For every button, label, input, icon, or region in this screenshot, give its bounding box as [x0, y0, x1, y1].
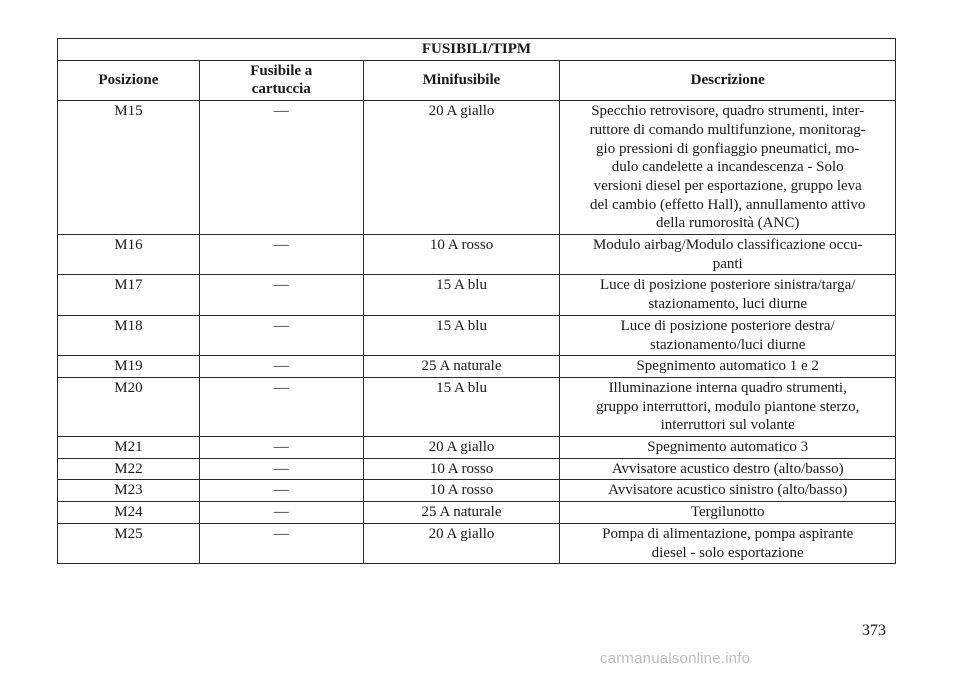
- fuse-table: [57, 38, 896, 564]
- page-number: 373: [862, 622, 886, 639]
- cell-fusibile-cartuccia: —: [199, 480, 363, 502]
- cell-minifusibile: 10 A rosso: [363, 235, 560, 275]
- cell-descrizione: Pompa di alimentazione, pompa aspirante diesel - solo esportazione: [560, 523, 896, 563]
- table-row: [58, 458, 896, 480]
- cell-minifusibile: 20 A giallo: [363, 437, 560, 459]
- watermark: carmanualsonline.info: [600, 650, 751, 667]
- table-row: [58, 377, 896, 436]
- cell-minifusibile: 10 A rosso: [363, 458, 560, 480]
- cell-descrizione: Spegnimento automatico 1 e 2: [560, 356, 896, 378]
- cell-fusibile-cartuccia: —: [199, 356, 363, 378]
- cell-minifusibile: 15 A blu: [363, 377, 560, 436]
- table-row: [58, 437, 896, 459]
- cell-descrizione: Specchio retrovisore, quadro strumenti, inter- ruttore di comando multifunzione, monitorag- gio pressioni di gonfiaggio pneumatici, mo- dulo candelette a incandescenza - Solo versioni diesel per esportazione, gruppo leva del cambio (effetto Hall), annullamento attivo della rumorosità (ANC): [560, 101, 896, 235]
- cell-minifusibile: 20 A giallo: [363, 523, 560, 563]
- table-row: [58, 315, 896, 355]
- cell-descrizione: Tergilunotto: [560, 502, 896, 524]
- cell-fusibile-cartuccia: —: [199, 275, 363, 315]
- table-body: [58, 101, 896, 564]
- cell-posizione: M17: [58, 275, 200, 315]
- header-descrizione: Descrizione: [560, 60, 896, 100]
- cell-minifusibile: 10 A rosso: [363, 480, 560, 502]
- table-row: [58, 356, 896, 378]
- cell-posizione: M21: [58, 437, 200, 459]
- table-title-row: [58, 39, 896, 61]
- cell-posizione: M16: [58, 235, 200, 275]
- cell-posizione: M20: [58, 377, 200, 436]
- cell-descrizione: Illuminazione interna quadro strumenti, gruppo interruttori, modulo piantone sterzo, interruttori sul volante: [560, 377, 896, 436]
- cell-descrizione: Avvisatore acustico sinistro (alto/basso): [560, 480, 896, 502]
- cell-minifusibile: 20 A giallo: [363, 101, 560, 235]
- cell-posizione: M15: [58, 101, 200, 235]
- cell-minifusibile: 25 A naturale: [363, 356, 560, 378]
- cell-descrizione: Spegnimento automatico 3: [560, 437, 896, 459]
- cell-minifusibile: 15 A blu: [363, 275, 560, 315]
- cell-posizione: M24: [58, 502, 200, 524]
- table-row: [58, 235, 896, 275]
- table-title: FUSIBILI/TIPM: [58, 39, 896, 61]
- cell-posizione: M22: [58, 458, 200, 480]
- cell-fusibile-cartuccia: —: [199, 377, 363, 436]
- cell-fusibile-cartuccia: —: [199, 523, 363, 563]
- table-row: [58, 523, 896, 563]
- cell-minifusibile: 15 A blu: [363, 315, 560, 355]
- cell-fusibile-cartuccia: —: [199, 437, 363, 459]
- cell-minifusibile: 25 A naturale: [363, 502, 560, 524]
- cell-posizione: M19: [58, 356, 200, 378]
- table-row: [58, 101, 896, 235]
- cell-descrizione: Luce di posizione posteriore destra/ stazionamento/luci diurne: [560, 315, 896, 355]
- cell-posizione: M23: [58, 480, 200, 502]
- header-fusibile-cartuccia: Fusibile a cartuccia: [199, 60, 363, 100]
- cell-fusibile-cartuccia: —: [199, 458, 363, 480]
- cell-fusibile-cartuccia: —: [199, 235, 363, 275]
- table-row: [58, 502, 896, 524]
- table-row: [58, 275, 896, 315]
- cell-descrizione: Luce di posizione posteriore sinistra/targa/ stazionamento, luci diurne: [560, 275, 896, 315]
- header-posizione: Posizione: [58, 60, 200, 100]
- cell-fusibile-cartuccia: —: [199, 315, 363, 355]
- cell-descrizione: Avvisatore acustico destro (alto/basso): [560, 458, 896, 480]
- cell-fusibile-cartuccia: —: [199, 101, 363, 235]
- cell-fusibile-cartuccia: —: [199, 502, 363, 524]
- cell-descrizione: Modulo airbag/Modulo classificazione occu- panti: [560, 235, 896, 275]
- cell-posizione: M18: [58, 315, 200, 355]
- table-header-row: [58, 60, 896, 100]
- header-minifusibile: Minifusibile: [363, 60, 560, 100]
- cell-posizione: M25: [58, 523, 200, 563]
- table-row: [58, 480, 896, 502]
